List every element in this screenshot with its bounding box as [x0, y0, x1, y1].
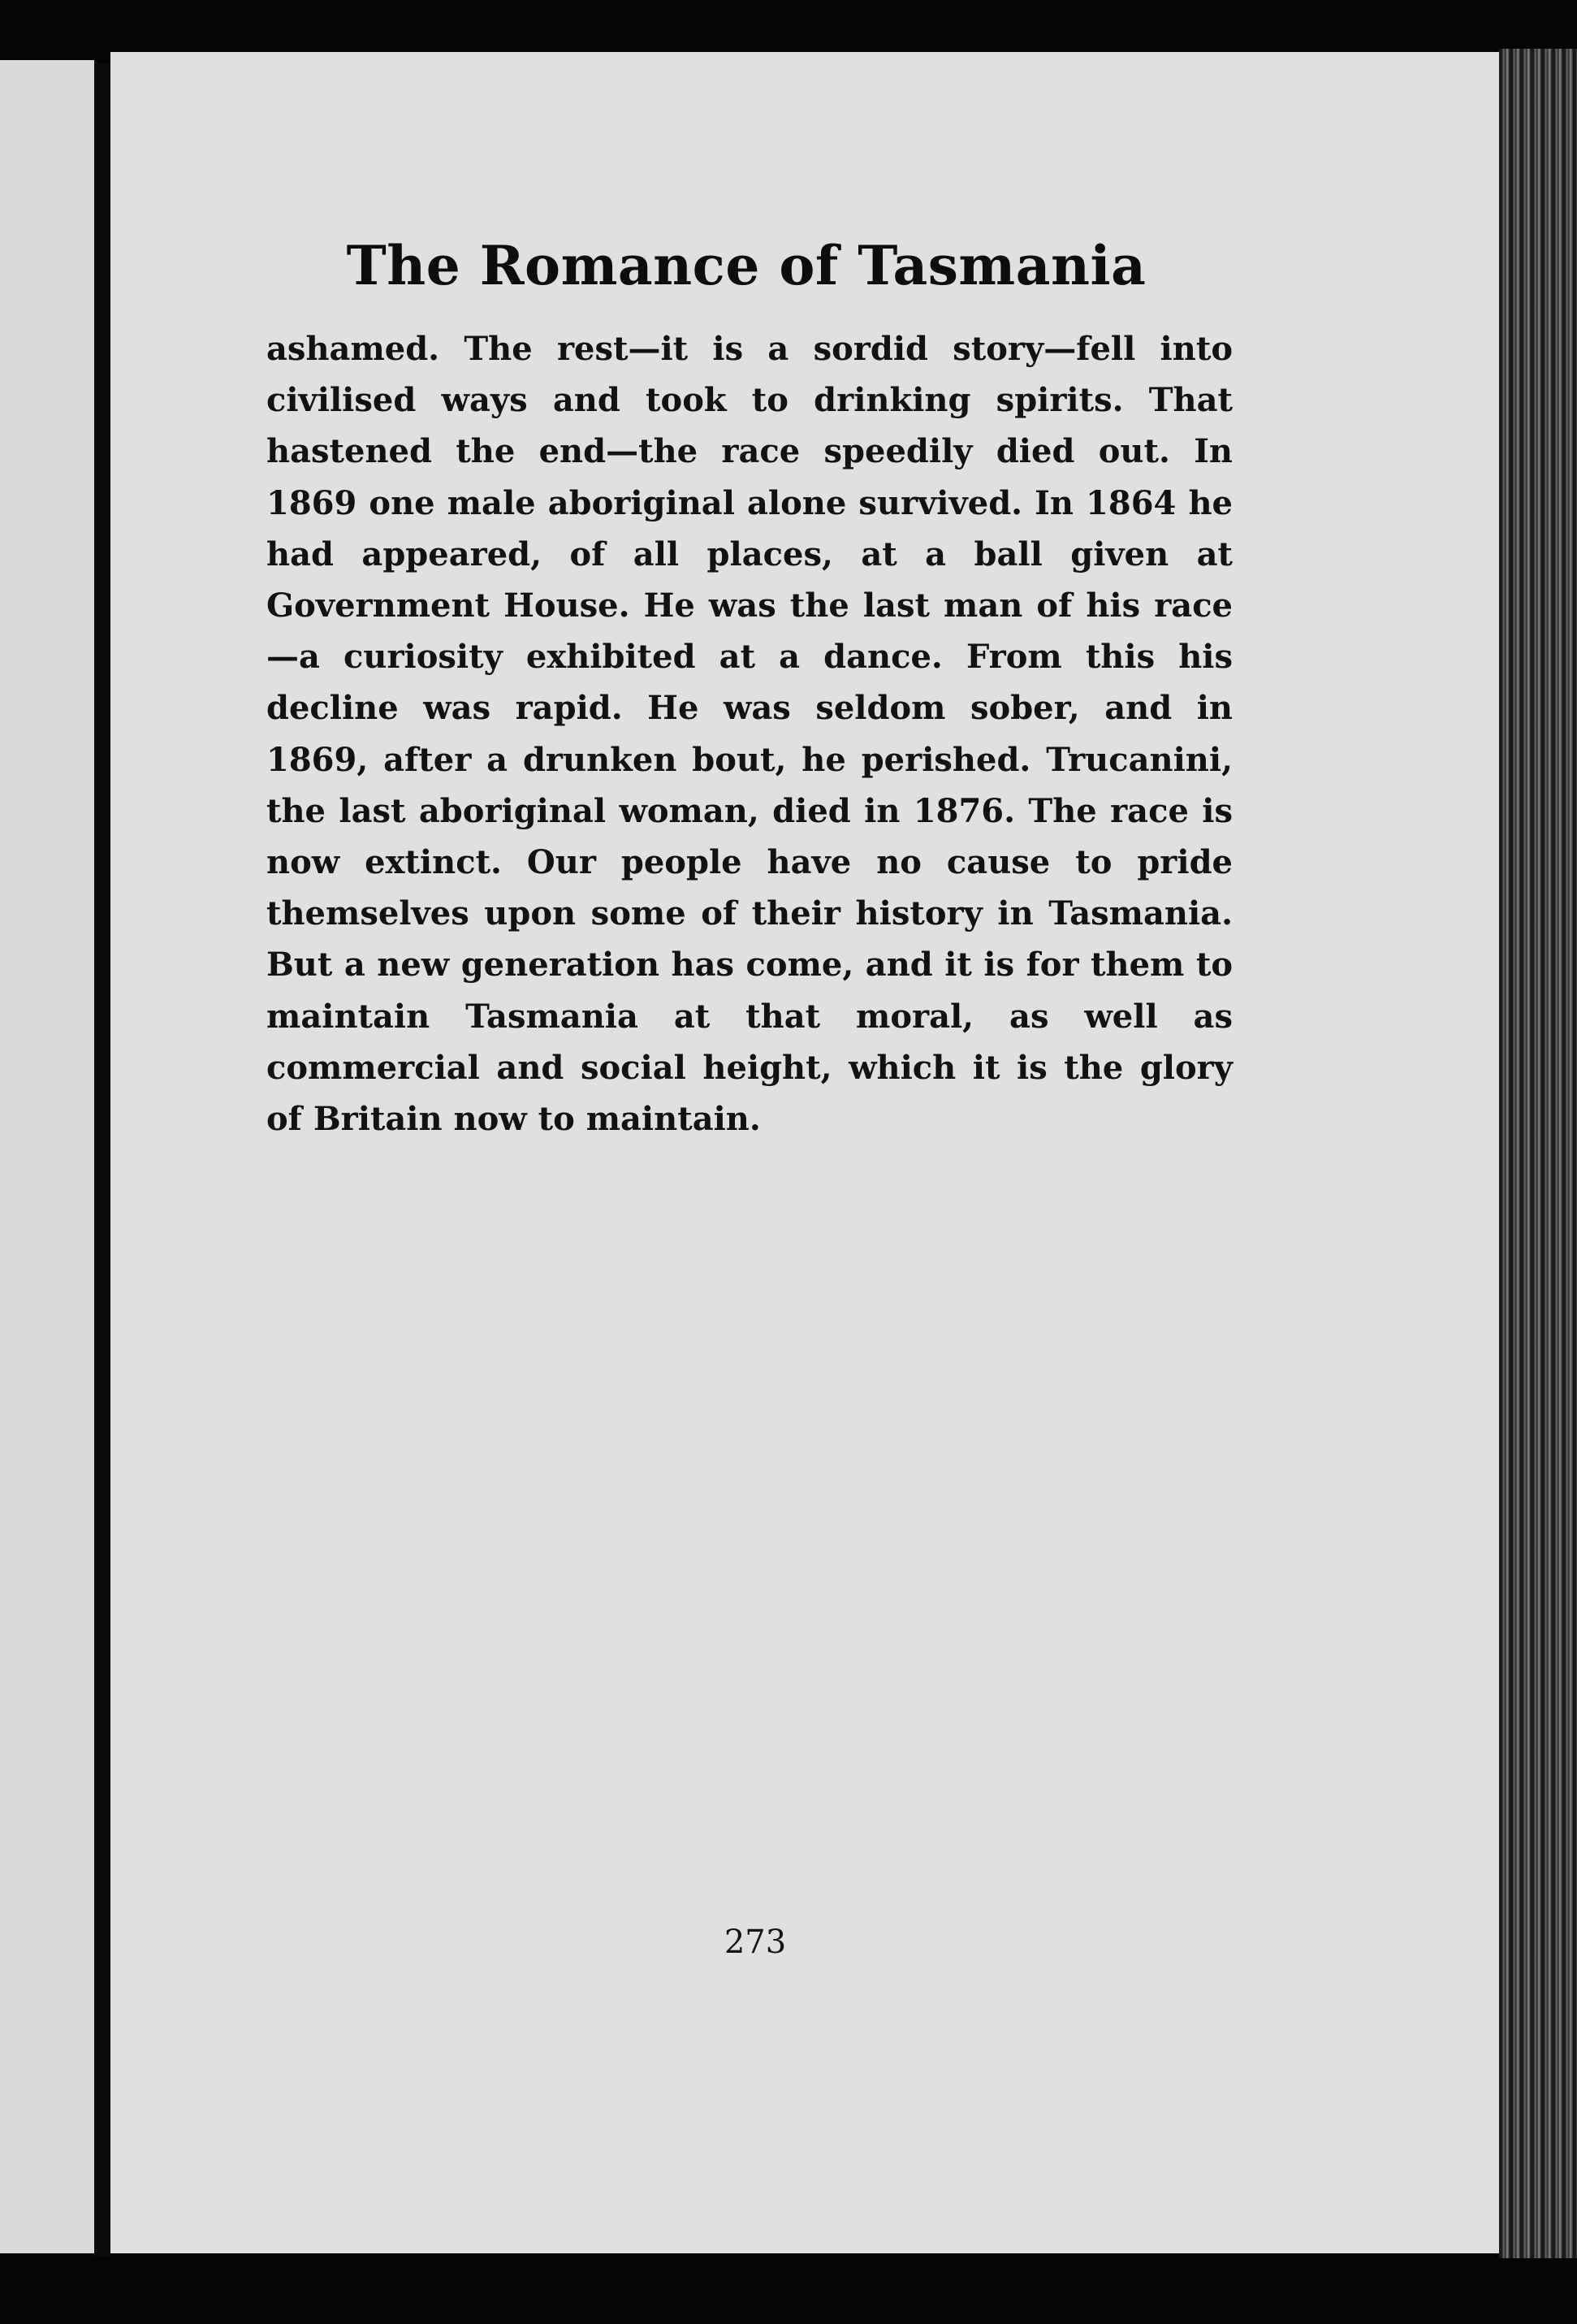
page-number: 273 — [724, 1924, 787, 1961]
facing-page — [0, 60, 94, 2253]
page-edges — [1499, 49, 1577, 2258]
book-gutter — [94, 63, 110, 2257]
body-paragraph: ashamed. The rest—it is a sordid story—fell into civilised ways and took to drinking spirits. That hastened the end—the race speedily died out. In 1869 one male aboriginal alone survived. In 1864 he had appeared, of all places, at a ball given at Government House. He was the last man of his race—a curiosity exhibited at a dance. From this his decline was rapid. He was seldom sober, and in 1869, after a drunken bout, he perished. Trucanini, the last aboriginal woman, died in 1876. The race is now extinct. Our people have no cause to pride themselves upon some of their history in Tasmania. But a new generation has come, and it is for them to maintain Tasmania at that moral, as well as commercial and social height, which it is the glory of Britain now to maintain. — [266, 330, 1233, 1139]
running-head: The Romance of Tasmania — [346, 234, 1147, 297]
